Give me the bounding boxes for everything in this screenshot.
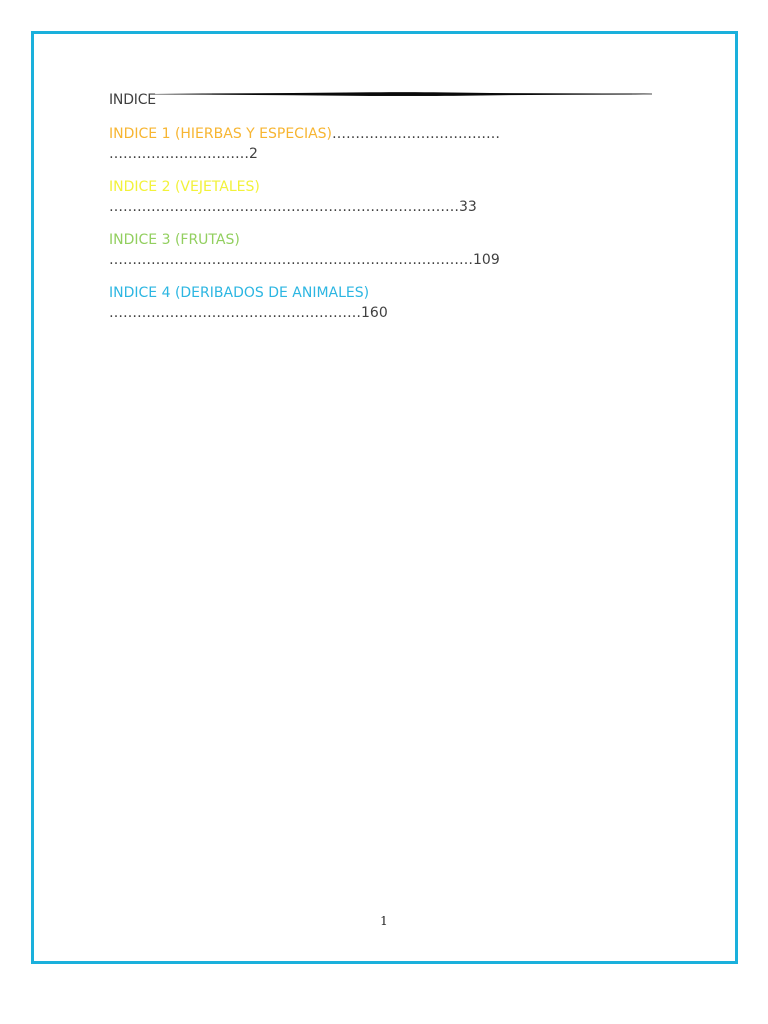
toc-leader-page: …………………………2 xyxy=(109,146,258,162)
toc-title: INDICE 4 (DERIBADOS DE ANIMALES) xyxy=(109,285,370,301)
toc-title: INDICE 3 (FRUTAS) xyxy=(109,232,240,248)
toc-entry-deribados-animales[interactable] xyxy=(109,283,649,323)
toc-entry-hierbas-especias[interactable] xyxy=(109,124,649,164)
toc-title: INDICE 1 (HIERBAS Y ESPECIAS) xyxy=(109,126,333,142)
toc-title-line xyxy=(109,124,649,144)
toc-leader-page: ………………………………………………160 xyxy=(109,305,388,321)
table-of-contents xyxy=(109,124,649,336)
toc-entry-vejetales[interactable] xyxy=(109,177,649,217)
page-number: 1 xyxy=(380,914,388,928)
toc-leader-page: ……………………………………………………………………109 xyxy=(109,252,500,268)
toc-leader-page: …………………………………………………………………33 xyxy=(109,199,477,215)
toc-title-leader: ……………………………… xyxy=(332,126,501,142)
decorative-brush-rule xyxy=(152,88,652,100)
index-heading: INDICE xyxy=(109,92,156,108)
toc-entry-frutas[interactable] xyxy=(109,230,649,270)
toc-title: INDICE 2 (VEJETALES) xyxy=(109,179,260,195)
